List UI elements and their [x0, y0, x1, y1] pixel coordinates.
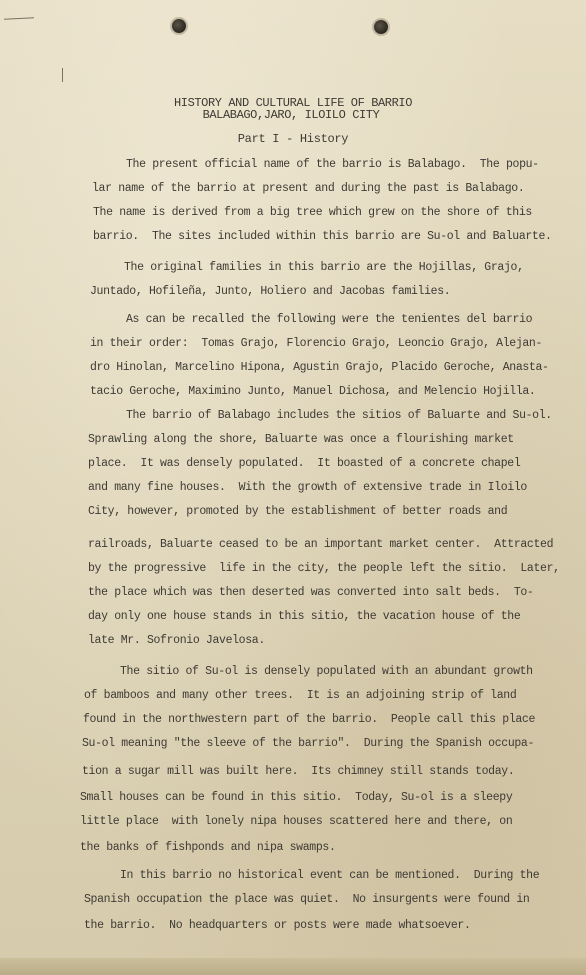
text-line: place. It was densely populated. It boasted of a concrete chapel — [88, 457, 521, 470]
text-line: the place which was then deserted was converted into salt beds. To- — [88, 586, 534, 599]
text-line: of bamboos and many other trees. It is an adjoining strip of land — [84, 689, 517, 702]
text-line: Su-ol meaning "the sleeve of the barrio". During the Spanish occupa- — [82, 737, 535, 750]
text-line: Juntado, Hofileña, Junto, Holiero and Jacobas families. — [90, 285, 451, 298]
document-title-line-2: BALABAGO,JARO, ILOILO CITY — [202, 108, 380, 122]
text-line: by the progressive life in the city, the people left the sitio. Later, — [88, 562, 560, 575]
text-line: The barrio of Balabago includes the sitios of Baluarte and Su-ol. — [126, 409, 552, 422]
text-line: tacio Geroche, Maximino Junto, Manuel Dichosa, and Melencio Hojilla. — [90, 385, 536, 398]
text-line: Small houses can be found in this sitio. Today, Su-ol is a sleepy — [80, 791, 513, 804]
text-line: and many fine houses. With the growth of extensive trade in Iloilo — [88, 481, 527, 494]
text-line: little place with lonely nipa houses scattered here and there, on — [80, 815, 513, 828]
document-title-line-1: HISTORY AND CULTURAL LIFE OF BARRIO — [173, 96, 413, 110]
text-line: dro Hinolan, Marcelino Hipona, Agustin Grajo, Placido Geroche, Anasta- — [90, 361, 549, 374]
text-line: The original families in this barrio are the Hojillas, Grajo, — [124, 261, 524, 274]
text-line: In this barrio no historical event can be mentioned. During the — [120, 869, 540, 882]
text-line: The name is derived from a big tree which grew on the shore of this — [93, 206, 532, 219]
part-heading: Part I - History — [237, 132, 349, 146]
text-line: City, however, promoted by the establishment of better roads and — [88, 505, 508, 518]
text-line: The present official name of the barrio is Balabago. The popu- — [126, 158, 539, 171]
text-line: railroads, Baluarte ceased to be an important market center. Attracted — [88, 538, 554, 551]
text-line: The sitio of Su-ol is densely populated with an abundant growth — [120, 665, 533, 678]
punch-hole-right — [374, 20, 388, 34]
text-line: in their order: Tomas Grajo, Florencio Grajo, Leoncio Grajo, Alejan- — [90, 337, 543, 350]
margin-tick — [62, 68, 63, 82]
text-line: the barrio. No headquarters or posts were made whatsoever. — [84, 919, 471, 932]
text-line: found in the northwestern part of the barrio. People call this place — [83, 713, 536, 726]
text-line: Sprawling along the shore, Baluarte was once a flourishing market — [88, 433, 514, 446]
punch-hole-left — [172, 19, 186, 33]
text-line: the banks of fishponds and nipa swamps. — [80, 841, 336, 854]
text-line: day only one house stands in this sitio, the vacation house of the — [88, 610, 521, 623]
text-line: As can be recalled the following were the tenientes del barrio — [126, 313, 533, 326]
page-bottom-edge — [0, 958, 586, 975]
text-line: late Mr. Sofronio Javelosa. — [88, 634, 265, 647]
text-line: lar name of the barrio at present and during the past is Balabago. — [92, 182, 525, 195]
margin-mark — [4, 17, 34, 20]
text-line: tion a sugar mill was built here. Its chimney still stands today. — [82, 765, 515, 778]
text-line: Spanish occupation the place was quiet. No insurgents were found in — [84, 893, 530, 906]
text-line: barrio. The sites included within this barrio are Su-ol and Baluarte. — [93, 230, 552, 243]
